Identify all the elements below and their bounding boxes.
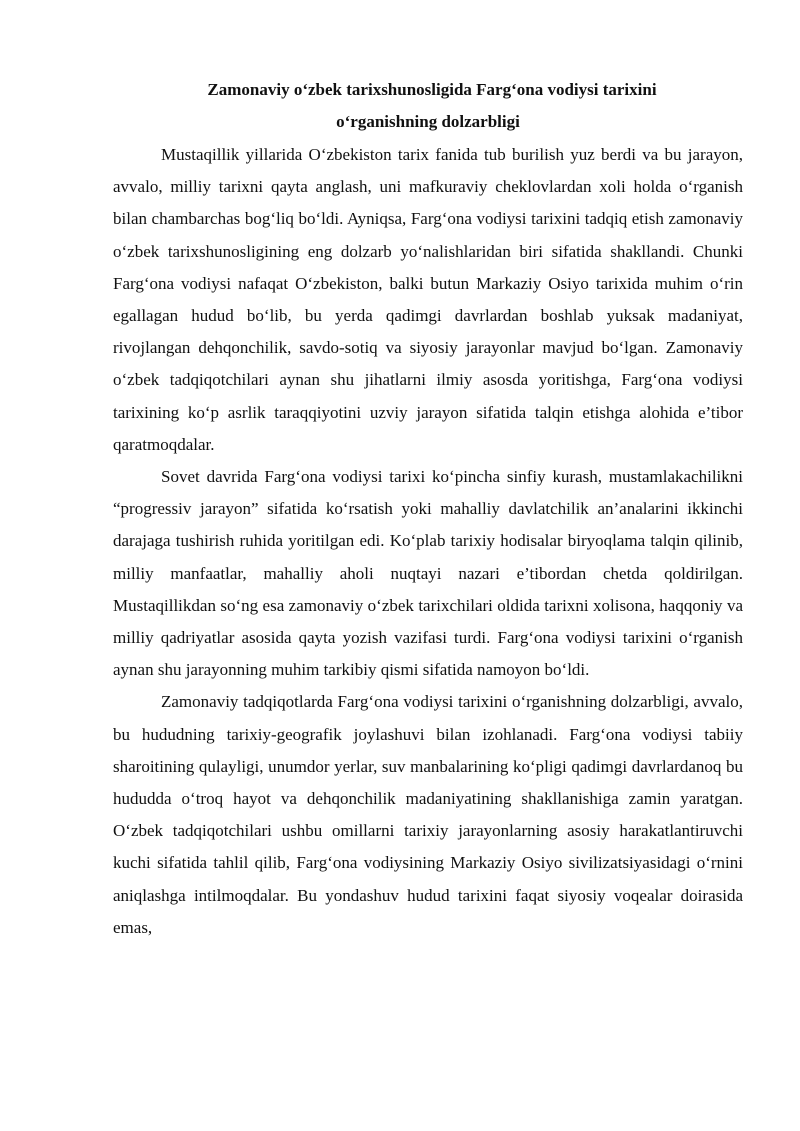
title-line-2: o‘rganishning dolzarbligi [336, 112, 520, 131]
paragraph-2: Sovet davrida Farg‘ona vodiysi tarixi ko‘pincha sinfiy kurash, mustamlakachilikni “progressiv jarayon” sifatida ko‘rsatish yoki mahalliy davlatchilik an’analarini ikkinchi darajaga tushirish ruhida yoritilgan edi. Ko‘plab tarixiy hodisalar biryoqlama talqin qilinib, milliy manfaatlar, mahalliy aholi nuqtayi nazari e’tibordan chetda qoldirilgan. Mustaqillikdan so‘ng esa zamonaviy o‘zbek tarixchilari oldida tarixni xolisona, haqqoniy va milliy qadriyatlar asosida qayta yozish vazifasi turdi. Farg‘ona vodiysi tarixini o‘rganish aynan shu jarayonning muhim tarkibiy qismi sifatida namoyon bo‘ldi. [113, 467, 743, 680]
paragraph-1: Mustaqillik yillarida O‘zbekiston tarix fanida tub burilish yuz berdi va bu jarayon, avvalo, milliy tarixni qayta anglash, uni mafkuraviy cheklovlardan xoli holda o‘rganish bilan chambarchas bog‘liq bo‘ldi. Ayniqsa, Farg‘ona vodiysi tarixini tadqiq etish zamonaviy o‘zbek tarixshunosligining eng dolzarb yo‘nalishlaridan biri sifatida shakllandi. Chunki Farg‘ona vodiysi nafaqat O‘zbekiston, balki butun Markaziy Osiyo tarixida muhim o‘rin egallagan hudud bo‘lib, bu yerda qadimgi davrlardan boshlab yuksak madaniyat, rivojlangan dehqonchilik, savdo-sotiq va siyosiy jarayonlar mavjud bo‘lgan. Zamonaviy o‘zbek tadqiqotchilari aynan shu jihatlarni ilmiy asosda yoritishga, Farg‘ona vodiysi tarixining ko‘p asrlik taraqqiyotini uzviy jarayon sifatida talqin etishga alohida e’tibor qaratmoqdalar. [113, 145, 743, 454]
paragraph-3: Zamonaviy tadqiqotlarda Farg‘ona vodiysi tarixini o‘rganishning dolzarbligi, avvalo, bu hududning tarixiy-geografik joylashuvi bilan izohlanadi. Farg‘ona vodiysi tabiiy sharoitining qulayligi, unumdor yerlar, suv manbalarining ko‘pligi qadimgi davrlardanoq bu hududda o‘troq hayot va dehqonchilik madaniyatining shakllanishiga zamin yaratgan. O‘zbek tadqiqotchilari ushbu omillarni tarixiy jarayonlarning asosiy harakatlantiruvchi kuchi sifatida tahlil qilib, Farg‘ona vodiysining Markaziy Osiyo sivilizatsiyasidagi o‘rnini aniqlashga intilmoqdalar. Bu yondashuv hudud tarixini faqat siyosiy voqealar doirasida emas, [113, 692, 743, 937]
document-body [113, 139, 743, 944]
title-line-1: Zamonaviy o‘zbek tarixshunosligida Farg‘ona vodiysi tarixini [207, 80, 657, 99]
document-title [112, 74, 744, 138]
